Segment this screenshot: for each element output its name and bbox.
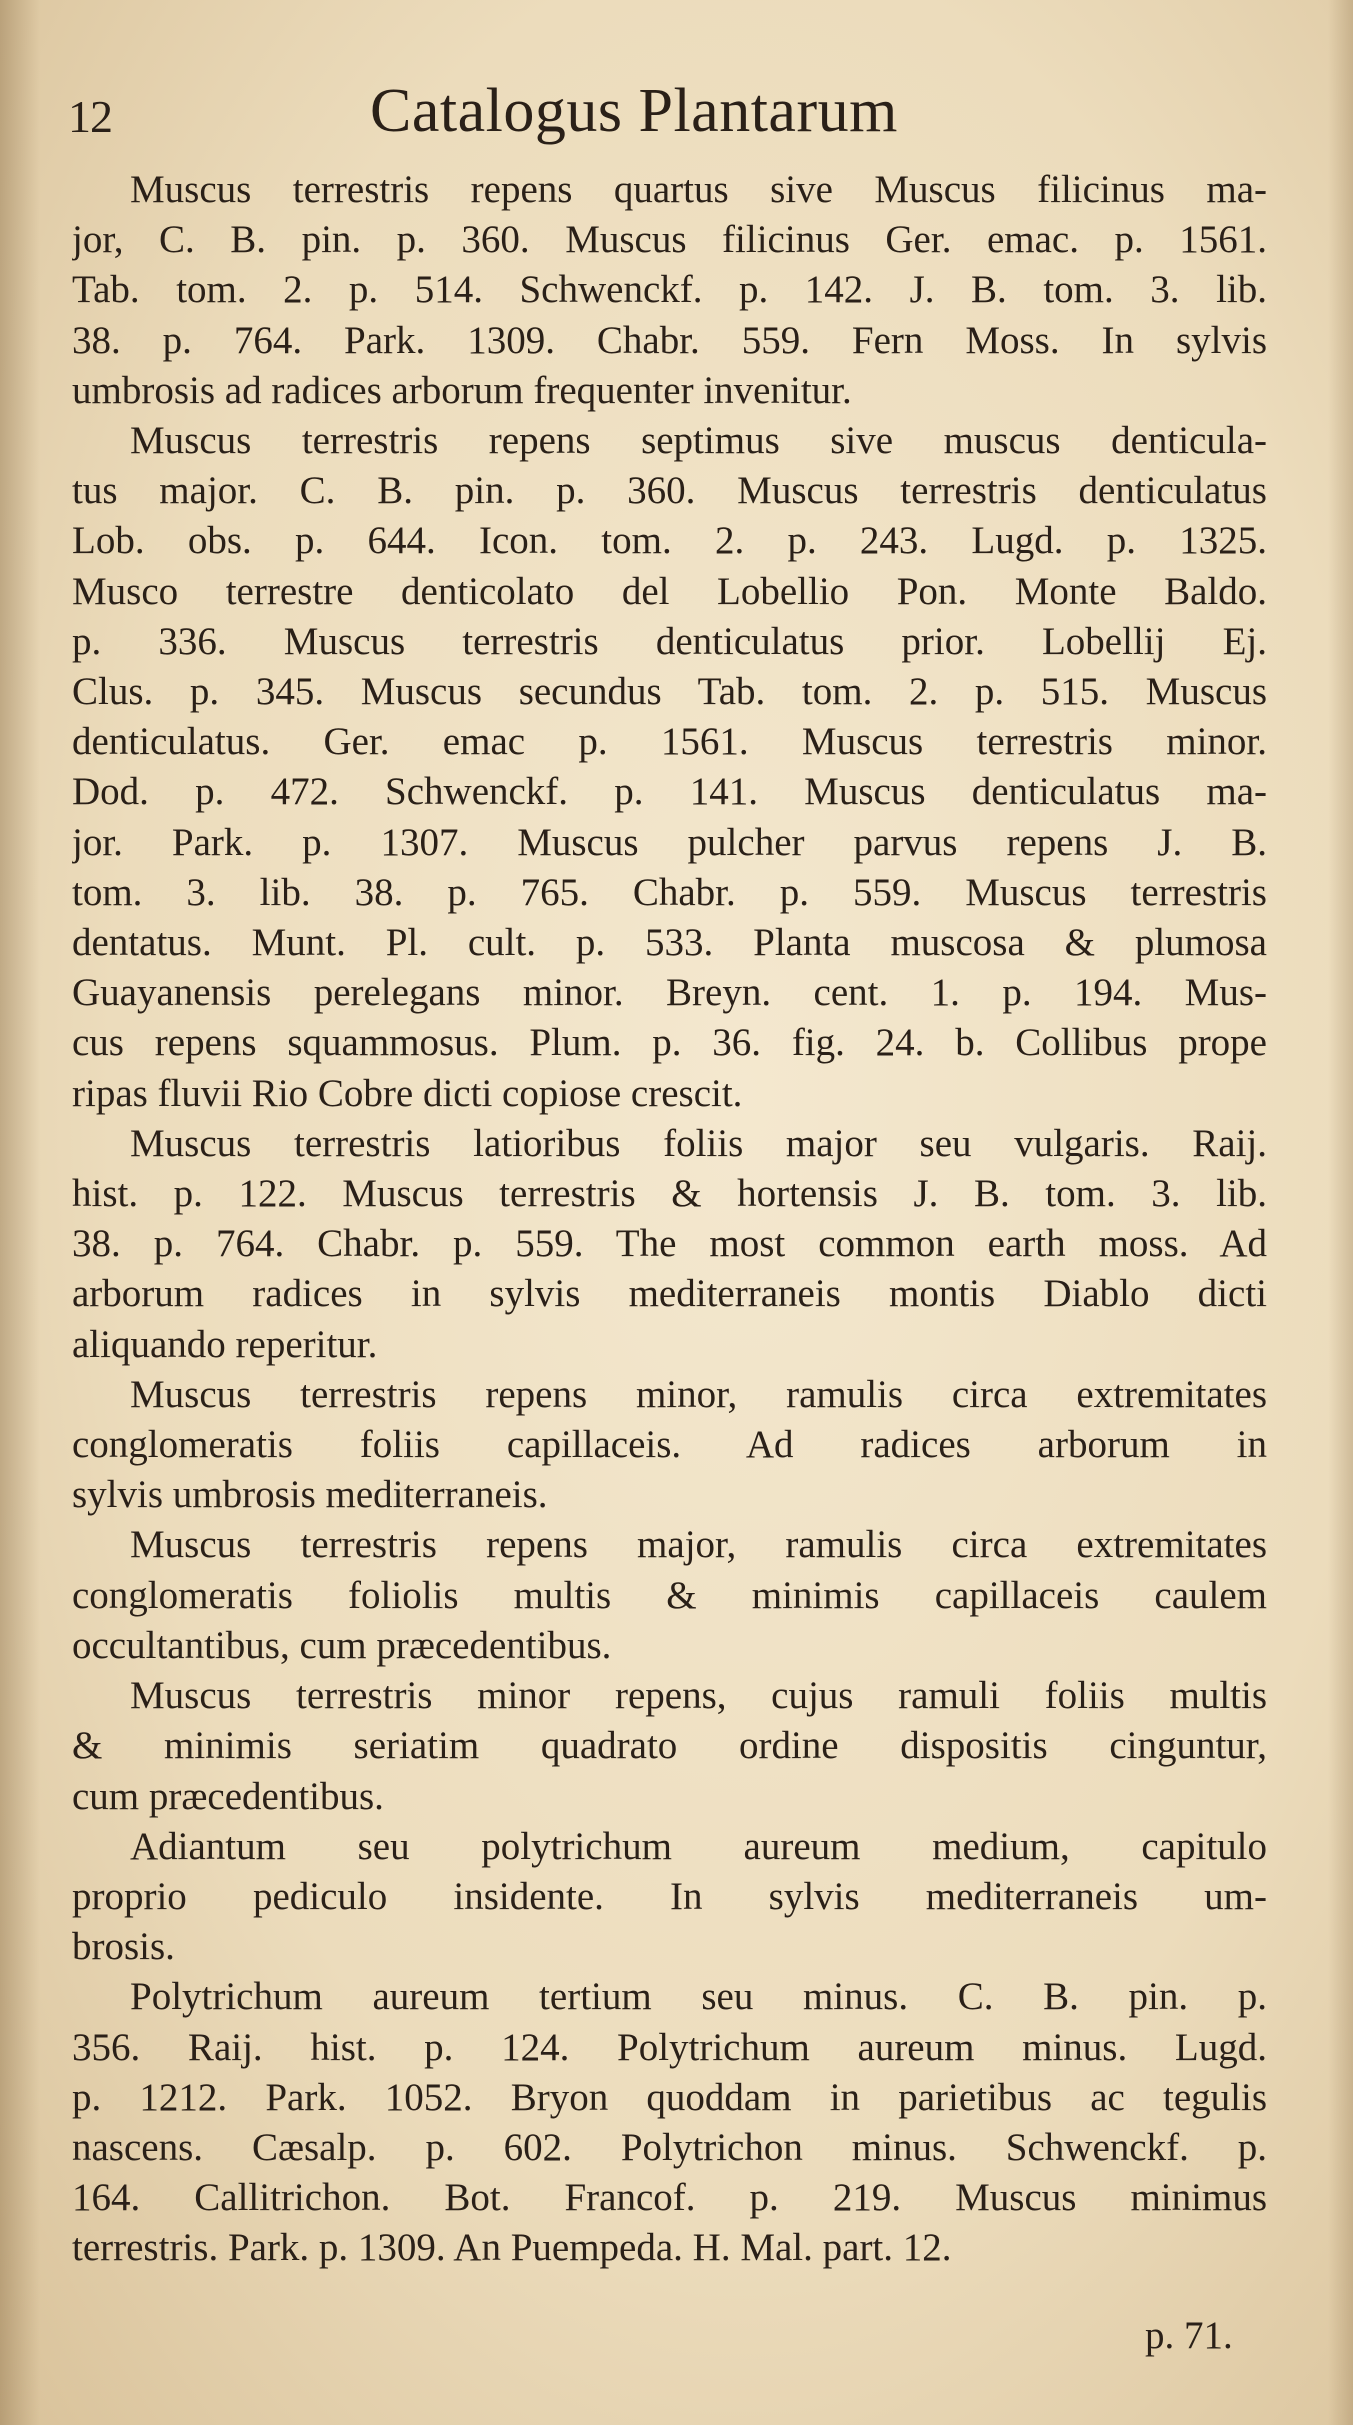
text-line: cus repens squammosus. Plum. p. 36. fig. 24. b. Collibus prope — [72, 1021, 1267, 1065]
text-line: denticulatus. Ger. emac p. 1561. Muscus terrestris minor. — [72, 720, 1267, 764]
text-line: Muscus terrestris repens septimus sive muscus denticula- — [130, 419, 1267, 463]
catalogue-entry — [72, 1520, 1267, 1671]
catalogue-entry — [72, 1822, 1267, 1973]
text-line: dentatus. Munt. Pl. cult. p. 533. Planta muscosa & plumosa — [72, 921, 1267, 965]
text-line: conglomeratis foliolis multis & minimis capillaceis caulem — [72, 1573, 1267, 1617]
text-line: 356. Raij. hist. p. 124. Polytrichum aureum minus. Lugd. — [72, 2025, 1267, 2069]
catalogue-text — [72, 165, 1267, 2274]
text-line: Muscus terrestris repens major, ramulis circa extremitates — [130, 1523, 1267, 1567]
text-line: cum præcedentibus. — [72, 1774, 384, 1818]
text-line: Clus. p. 345. Muscus secundus Tab. tom. 2. p. 515. Muscus — [72, 670, 1267, 714]
text-line: & minimis seriatim quadrato ordine dispositis cinguntur, — [72, 1724, 1267, 1768]
text-line: Tab. tom. 2. p. 514. Schwenckf. p. 142. J. B. tom. 3. lib. — [72, 268, 1267, 312]
text-line: 38. p. 764. Chabr. p. 559. The most common earth moss. Ad — [72, 1222, 1267, 1266]
catalogue-entry — [72, 1370, 1267, 1521]
text-line: Muscus terrestris minor repens, cujus ramuli foliis multis — [130, 1674, 1267, 1718]
text-line: conglomeratis foliis capillaceis. Ad radices arborum in — [72, 1423, 1267, 1467]
text-line: p. 1212. Park. 1052. Bryon quoddam in parietibus ac tegulis — [72, 2075, 1267, 2119]
text-line: terrestris. Park. p. 1309. An Puempeda. H. Mal. part. 12. — [72, 2226, 952, 2270]
text-line: Adiantum seu polytrichum aureum medium, capitulo — [130, 1824, 1267, 1868]
page-number: 12 — [68, 91, 112, 142]
text-line: Polytrichum aureum tertium seu minus. C. B. pin. p. — [130, 1975, 1267, 2019]
catalogue-entry — [72, 1119, 1267, 1370]
text-line: jor, C. B. pin. p. 360. Muscus filicinus Ger. emac. p. 1561. — [72, 218, 1267, 262]
text-line: ripas fluvii Rio Cobre dicti copiose crescit. — [72, 1071, 743, 1115]
text-line: arborum radices in sylvis mediterraneis montis Diablo dicti — [72, 1272, 1267, 1316]
page-header — [68, 70, 1268, 160]
running-title: Catalogus Plantarum — [370, 77, 898, 145]
text-line: umbrosis ad radices arborum frequenter invenitur. — [72, 368, 852, 412]
text-line: p. 336. Muscus terrestris denticulatus prior. Lobellij Ej. — [72, 619, 1267, 663]
text-line: occultantibus, cum præcedentibus. — [72, 1623, 612, 1667]
text-line: brosis. — [72, 1925, 175, 1969]
text-line: tom. 3. lib. 38. p. 765. Chabr. p. 559. Muscus terrestris — [72, 870, 1267, 914]
continuation-line: p. 71. — [1145, 2314, 1233, 2357]
text-line: Musco terrestre denticolato del Lobellio Pon. Monte Baldo. — [72, 569, 1267, 613]
text-line: nascens. Cæsalp. p. 602. Polytrichon minus. Schwenckf. p. — [72, 2125, 1267, 2169]
catalogue-entry — [72, 165, 1267, 416]
text-line: Muscus terrestris latioribus foliis major seu vulgaris. Raij. — [130, 1121, 1267, 1165]
text-line: jor. Park. p. 1307. Muscus pulcher parvus repens J. B. — [72, 820, 1267, 864]
text-line: Dod. p. 472. Schwenckf. p. 141. Muscus denticulatus ma- — [72, 770, 1267, 814]
text-line: Muscus terrestris repens minor, ramulis circa extremitates — [130, 1372, 1267, 1416]
text-line: proprio pediculo insidente. In sylvis mediterraneis um- — [72, 1874, 1267, 1918]
text-line: tus major. C. B. pin. p. 360. Muscus terrestris denticulatus — [72, 469, 1267, 513]
text-line: Muscus terrestris repens quartus sive Muscus filicinus ma- — [130, 168, 1267, 211]
text-line: 164. Callitrichon. Bot. Francof. p. 219. Muscus minimus — [72, 2176, 1267, 2220]
text-line: aliquando reperitur. — [72, 1322, 378, 1366]
text-line: hist. p. 122. Muscus terrestris & hortensis J. B. tom. 3. lib. — [72, 1172, 1267, 1216]
text-line: Guayanensis perelegans minor. Breyn. cent. 1. p. 194. Mus- — [72, 971, 1267, 1015]
text-line: sylvis umbrosis mediterraneis. — [72, 1473, 548, 1517]
catalogue-entry — [72, 1671, 1267, 1822]
catalogue-entry — [72, 1972, 1267, 2273]
text-line: Lob. obs. p. 644. Icon. tom. 2. p. 243. Lugd. p. 1325. — [72, 519, 1267, 563]
catalogue-entry — [72, 416, 1267, 1119]
text-line: 38. p. 764. Park. 1309. Chabr. 559. Fern Moss. In sylvis — [72, 318, 1267, 362]
